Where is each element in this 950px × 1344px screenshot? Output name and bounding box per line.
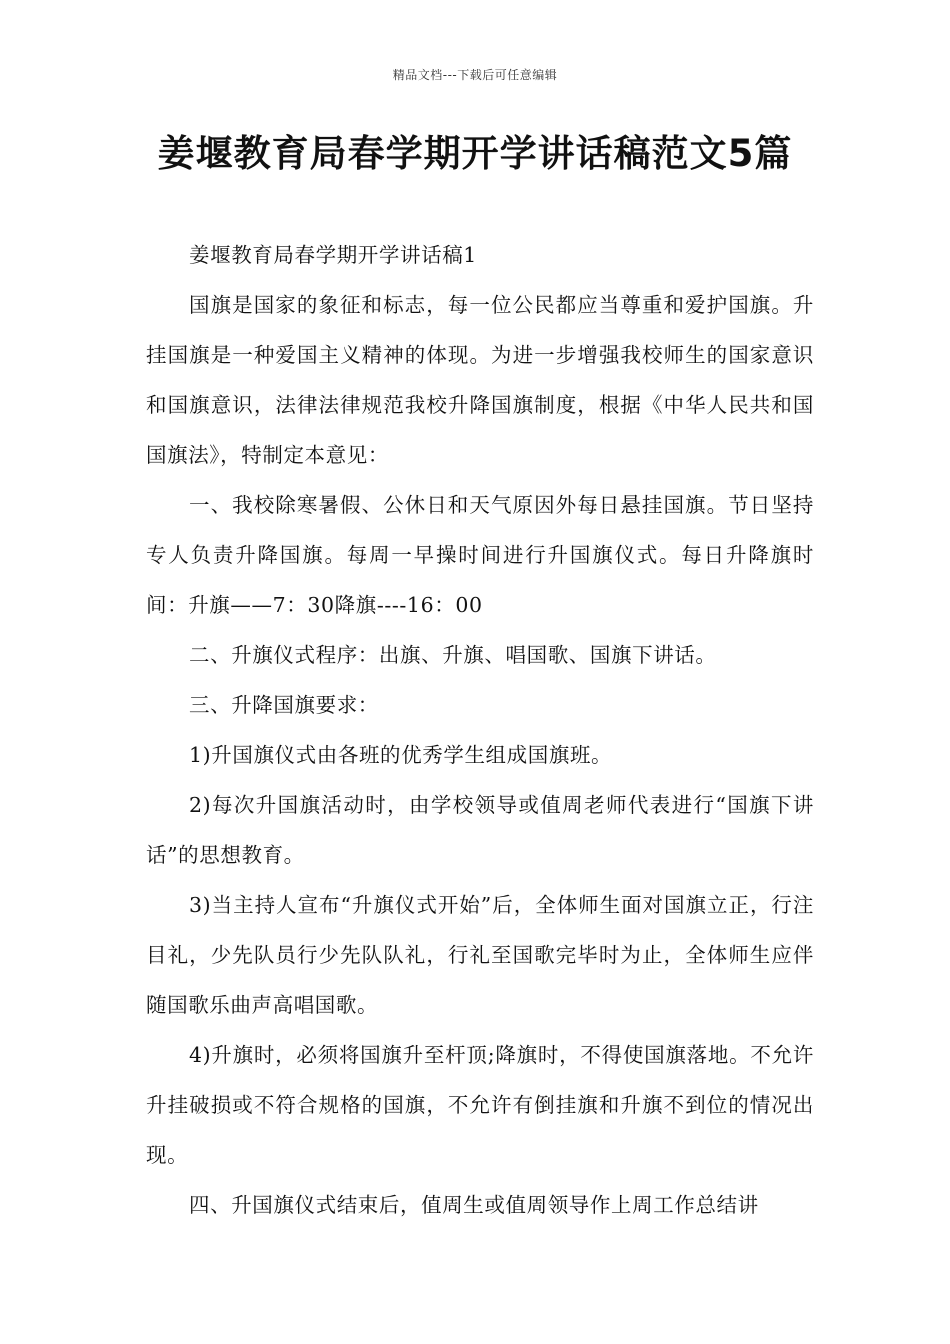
document-title: 姜堰教育局春学期开学讲话稿范文5篇 xyxy=(157,132,793,175)
paragraph-item-4: 四、升国旗仪式结束后，值周生或值周领导作上周工作总结讲 xyxy=(189,1193,759,1217)
paragraph-rule-2: 2)每次升国旗活动时，由学校领导或值周老师代表进行“国旗下讲话”的思想教育。 xyxy=(146,793,814,867)
document-body xyxy=(146,230,814,1230)
paragraph-item-2: 二、升旗仪式程序：出旗、升旗、唱国歌、国旗下讲话。 xyxy=(189,643,717,667)
paragraph-intro: 国旗是国家的象征和标志，每一位公民都应当尊重和爱护国旗。升挂国旗是一种爱国主义精神的体现。为进一步增强我校师生的国家意识和国旗意识，法律法律规范我校升降国旗制度，根据《中华人民共和国国旗法》，特制定本意见： xyxy=(146,293,814,467)
paragraph-rule-3: 3)当主持人宣布“升旗仪式开始”后，全体师生面对国旗立正，行注目礼，少先队员行少先队队礼，行礼至国歌完毕时为止，全体师生应伴随国歌乐曲声高唱国歌。 xyxy=(146,893,814,1017)
paragraph-rule-4: 4)升旗时，必须将国旗升至杆顶;降旗时，不得使国旗落地。不允许升挂破损或不符合规格的国旗，不允许有倒挂旗和升旗不到位的情况出现。 xyxy=(146,1043,814,1167)
paragraph-item-3: 三、升降国旗要求： xyxy=(189,693,379,717)
page-header-note: 精品文档---下载后可任意编辑 xyxy=(392,68,558,82)
paragraph-item-1: 一、我校除寒暑假、公休日和天气原因外每日悬挂国旗。节日坚持专人负责升降国旗。每周一早操时间进行升国旗仪式。每日升降旗时间：升旗——7：30降旗----16：00 xyxy=(146,493,814,617)
paragraph-rule-1: 1)升国旗仪式由各班的优秀学生组成国旗班。 xyxy=(189,743,613,767)
paragraph-subtitle: 姜堰教育局春学期开学讲话稿1 xyxy=(189,243,477,267)
